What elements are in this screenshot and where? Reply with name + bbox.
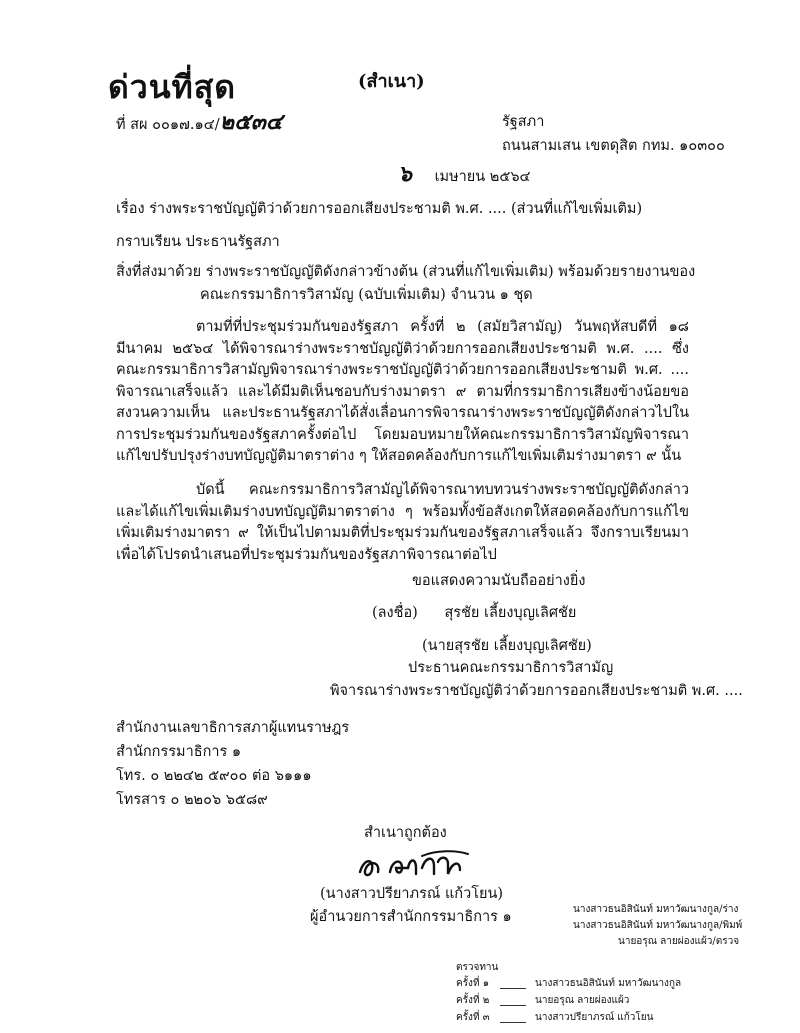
handwritten-signature xyxy=(356,848,476,880)
review-signature-line-3 xyxy=(500,1022,526,1023)
review-signature-line-1 xyxy=(500,988,526,989)
signer-position-1: ประธานคณะกรรมาธิการวิสามัญ xyxy=(408,660,614,676)
review-name-1: นางสาวธนอิสินันท์ มหาวัฒนางกูล xyxy=(535,978,682,989)
review-label: ตรวจทาน xyxy=(456,962,499,973)
signed-label: (ลงชื่อ) xyxy=(372,605,418,621)
closing-respect: ขอแสดงความนับถืออย่างยิ่ง xyxy=(412,573,586,589)
salutation: กราบเรียน ประธานรัฐสภา xyxy=(116,234,280,250)
reference-prefix: ที่ สผ ๐๐๑๗.๑๔/ xyxy=(116,117,220,133)
sender-org: รัฐสภา xyxy=(502,114,545,130)
urgent-stamp: ด่วนที่สุด xyxy=(108,68,237,106)
copy-mark: (สำเนา) xyxy=(358,71,425,92)
certifier-position: ผู้อำนวยการสำนักกรรมาธิการ ๑ xyxy=(310,909,512,925)
date-day-handwritten: ๖ xyxy=(398,161,412,187)
review-name-3: นางสาวปรียาภรณ์ แก้วโยน xyxy=(535,1012,654,1023)
review-round-3: ครั้งที่ ๓ xyxy=(456,1012,490,1023)
signature-line xyxy=(372,603,576,623)
body-paragraph-1: ตามที่ที่ประชุมร่วมกันของรัฐสภา ครั้งที่ ๒ (สมัยวิสามัญ) วันพฤหัสบดีที่ ๑๘ มีนาคม ๒๕๖๔ ได้พิจารณาร่างพระราชบัญญัติว่าด้วยการออกเสียงประชามติ พ.ศ. .... ซึ่งคณะกรรมาธิการวิสามัญพิจารณาร่างพระราชบัญญัติว่าด้วยการออกเสียงประชามติ พ.ศ. .... พิจารณาเสร็จแล้ว และได้มีมติเห็นชอบกับร่างมาตรา ๙ ตามที่กรรมาธิการเสียงข้างน้อยขอสงวนความเห็น และประธานรัฐสภาได้สั่งเลื่อนการพิจารณาร่างพระราชบัญญัติดังกล่าวไปในการประชุมร่วมกันของรัฐสภาครั้งต่อไป โดยมอบหมายให้คณะกรรมาธิการวิสามัญพิจารณาแก้ไขปรับปรุงร่างบทบัญญัติมาตราต่าง ๆ ให้สอดคล้องกับการแก้ไขเพิ่มเติมร่างมาตรา ๙ นั้น xyxy=(116,319,689,464)
date xyxy=(398,161,531,187)
review-round-2: ครั้งที่ ๒ xyxy=(456,995,490,1006)
subject: เรื่อง ร่างพระราชบัญญัติว่าด้วยการออกเสียงประชามติ พ.ศ. .... (ส่วนที่แก้ไขเพิ่มเติม) xyxy=(116,201,643,217)
office-phone: โทร. ๐ ๒๒๔๒ ๕๙๐๐ ต่อ ๖๑๑๑ xyxy=(116,768,312,784)
enclosure-line-2: คณะกรรมาธิการวิสามัญ (ฉบับเพิ่มเติม) จำนวน ๑ ชุด xyxy=(200,287,533,303)
body-paragraph-2: บัดนี้ คณะกรรมาธิการวิสามัญได้พิจารณาทบทวนร่างพระราชบัญญัติดังกล่าว และได้แก้ไขเพิ่มเติมร่างบทบัญญัติมาตราต่าง ๆ พร้อมทั้งข้อสังเกตให้สอดคล้องกับการแก้ไขเพิ่มเติมร่างมาตรา ๙ ให้เป็นไปตามมติที่ประชุมร่วมกันของรัฐสภาเสร็จแล้ว จึงกราบเรียนมาเพื่อได้โปรดนำเสนอที่ประชุมร่วมกันของรัฐสภาพิจารณาต่อไป xyxy=(116,482,689,563)
enclosure-line-1: สิ่งที่ส่งมาด้วย ร่างพระราชบัญญัติดังกล่าวข้างต้น (ส่วนที่แก้ไขเพิ่มเติม) พร้อมด้วยรายงานของ xyxy=(116,264,696,280)
office-fax: โทรสาร ๐ ๒๒๐๖ ๖๕๘๙ xyxy=(116,792,268,808)
certifier-name: (นางสาวปรียาภรณ์ แก้วโยน) xyxy=(320,886,504,902)
signer-position-2: พิจารณาร่างพระราชบัญญัติว่าด้วยการออกเสียงประชามติ พ.ศ. .... xyxy=(330,683,743,699)
review-round-1: ครั้งที่ ๑ xyxy=(456,978,490,989)
sender-address: ถนนสามเสน เขตดุสิต กทม. ๑๐๓๐๐ xyxy=(502,138,725,154)
office-line-2: สำนักกรรมาธิการ ๑ xyxy=(116,744,242,760)
drafter-line-2: นางสาวธนอิสินันท์ มหาวัฒนางกูล/พิมพ์ xyxy=(573,920,743,931)
review-signature-line-2 xyxy=(500,1005,526,1006)
drafter-line-1: นางสาวธนอิสินันท์ มหาวัฒนางกูล/ร่าง xyxy=(573,904,739,915)
drafter-line-3: นายอรุณ ลายผ่องแผ้ว/ตรวจ xyxy=(618,936,740,947)
signer-full-name: (นายสุรชัย เลี้ยงบุญเลิศชัย) xyxy=(422,638,592,654)
office-line-1: สำนักงานเลขาธิการสภาผู้แทนราษฎร xyxy=(116,720,350,736)
certified-copy: สำเนาถูกต้อง xyxy=(364,825,447,841)
date-month-year: เมษายน ๒๕๖๔ xyxy=(434,169,531,185)
review-name-2: นายอรุณ ลายผ่องแผ้ว xyxy=(535,995,630,1006)
reference-handwritten: ๒๕๓๔ xyxy=(219,109,283,135)
reference-number xyxy=(116,109,283,135)
signed-name: สุรชัย เลี้ยงบุญเลิศชัย xyxy=(444,605,577,621)
